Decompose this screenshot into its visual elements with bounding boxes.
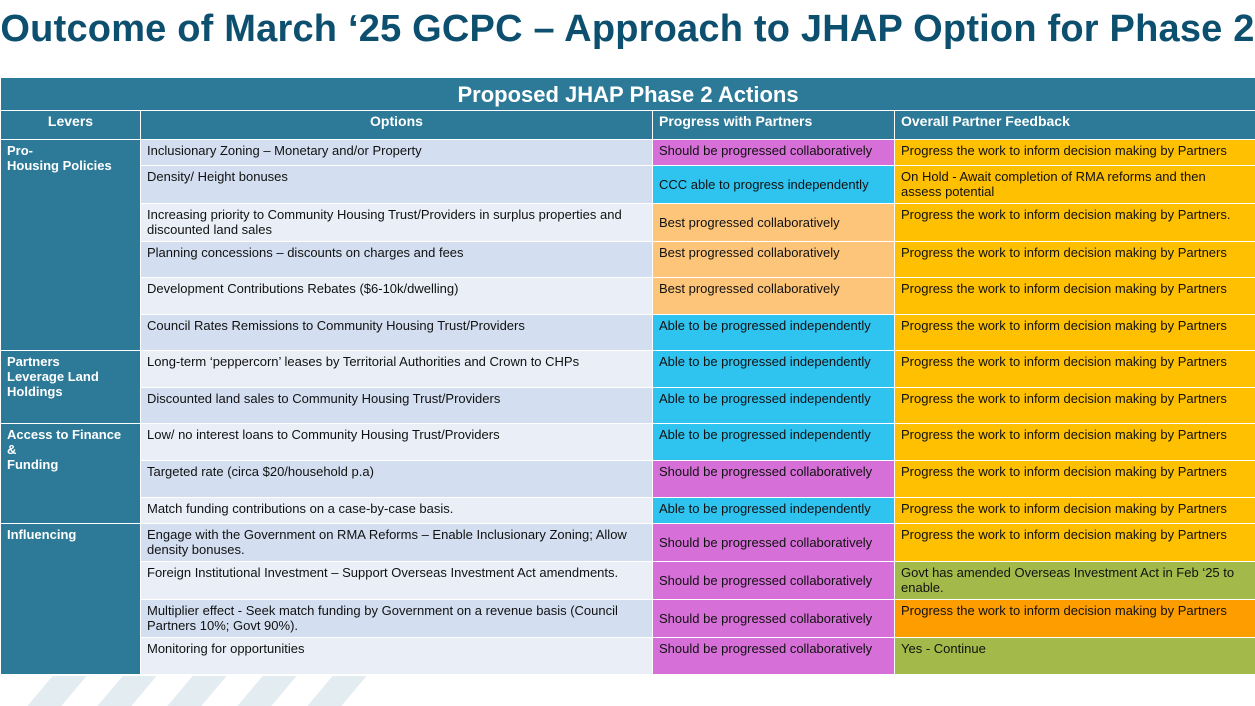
table-header-row <box>1 111 1255 140</box>
feedback-cell: Progress the work to inform decision making by Partners <box>895 315 1255 351</box>
progress-cell: Best progressed collaboratively <box>653 242 895 278</box>
option-cell: Discounted land sales to Community Housing Trust/Providers <box>141 388 653 424</box>
option-cell: Engage with the Government on RMA Reforms – Enable Inclusionary Zoning; Allow density bonuses. <box>141 524 653 562</box>
table-row <box>1 461 1255 498</box>
feedback-cell: On Hold - Await completion of RMA reforms and then assess potential <box>895 166 1255 204</box>
table-row <box>1 278 1255 315</box>
progress-cell: Should be progressed collaboratively <box>653 600 895 638</box>
feedback-cell: Progress the work to inform decision making by Partners <box>895 351 1255 388</box>
table-banner: Proposed JHAP Phase 2 Actions <box>1 78 1255 111</box>
progress-cell: Able to be progressed independently <box>653 315 895 351</box>
table-row <box>1 498 1255 524</box>
option-cell: Long-term ‘peppercorn’ leases by Territorial Authorities and Crown to CHPs <box>141 351 653 388</box>
table-row <box>1 600 1255 638</box>
progress-cell: Best progressed collaboratively <box>653 278 895 315</box>
option-cell: Match funding contributions on a case-by-case basis. <box>141 498 653 524</box>
feedback-cell: Progress the work to inform decision making by Partners. <box>895 204 1255 242</box>
option-cell: Planning concessions – discounts on charges and fees <box>141 242 653 278</box>
header-feedback: Overall Partner Feedback <box>895 111 1255 140</box>
option-cell: Low/ no interest loans to Community Housing Trust/Providers <box>141 424 653 461</box>
option-cell: Development Contributions Rebates ($6-10k/dwelling) <box>141 278 653 315</box>
option-cell: Increasing priority to Community Housing Trust/Providers in surplus properties and discounted land sales <box>141 204 653 242</box>
option-cell: Council Rates Remissions to Community Housing Trust/Providers <box>141 315 653 351</box>
option-cell: Monitoring for opportunities <box>141 638 653 675</box>
table-row <box>1 204 1255 242</box>
table-row <box>1 424 1255 461</box>
decorative-chevron-pattern <box>0 676 420 706</box>
table-row <box>1 351 1255 388</box>
feedback-cell: Progress the work to inform decision making by Partners <box>895 388 1255 424</box>
feedback-cell: Govt has amended Overseas Investment Act in Feb ‘25 to enable. <box>895 562 1255 600</box>
table-row <box>1 388 1255 424</box>
progress-cell: Best progressed collaboratively <box>653 204 895 242</box>
option-cell: Inclusionary Zoning – Monetary and/or Property <box>141 140 653 166</box>
table-row <box>1 140 1255 166</box>
table-row <box>1 638 1255 675</box>
option-cell: Foreign Institutional Investment – Support Overseas Investment Act amendments. <box>141 562 653 600</box>
option-cell: Multiplier effect - Seek match funding by Government on a revenue basis (Council Partners 10%; Govt 90%). <box>141 600 653 638</box>
header-levers: Levers <box>1 111 141 140</box>
progress-cell: Should be progressed collaboratively <box>653 140 895 166</box>
table-row <box>1 242 1255 278</box>
feedback-cell: Progress the work to inform decision making by Partners <box>895 424 1255 461</box>
progress-cell: Should be progressed collaboratively <box>653 524 895 562</box>
lever-access-to-finance-funding: Access to Finance & Funding <box>1 424 141 524</box>
lever-partners-leverage-land-holdings: Partners Leverage Land Holdings <box>1 351 141 424</box>
option-cell: Density/ Height bonuses <box>141 166 653 204</box>
table-row <box>1 562 1255 600</box>
header-options: Options <box>141 111 653 140</box>
jhap-actions-table <box>0 77 1255 675</box>
progress-cell: CCC able to progress independently <box>653 166 895 204</box>
table-row <box>1 315 1255 351</box>
feedback-cell: Progress the work to inform decision making by Partners <box>895 600 1255 638</box>
progress-cell: Should be progressed collaboratively <box>653 638 895 675</box>
progress-cell: Able to be progressed independently <box>653 351 895 388</box>
progress-cell: Able to be progressed independently <box>653 388 895 424</box>
progress-cell: Able to be progressed independently <box>653 424 895 461</box>
table-row <box>1 166 1255 204</box>
lever-pro-housing-policies: Pro- Housing Policies <box>1 140 141 351</box>
feedback-cell: Progress the work to inform decision making by Partners <box>895 498 1255 524</box>
progress-cell: Should be progressed collaboratively <box>653 461 895 498</box>
slide-title: Outcome of March ‘25 GCPC – Approach to JHAP Option for Phase 2 <box>0 8 1255 50</box>
lever-influencing: Influencing <box>1 524 141 675</box>
progress-cell: Should be progressed collaboratively <box>653 562 895 600</box>
table-row <box>1 524 1255 562</box>
option-cell: Targeted rate (circa $20/household p.a) <box>141 461 653 498</box>
table-banner-row <box>1 78 1255 111</box>
feedback-cell: Progress the work to inform decision making by Partners <box>895 461 1255 498</box>
progress-cell: Able to be progressed independently <box>653 498 895 524</box>
feedback-cell: Progress the work to inform decision making by Partners <box>895 140 1255 166</box>
feedback-cell: Progress the work to inform decision making by Partners <box>895 278 1255 315</box>
feedback-cell: Yes - Continue <box>895 638 1255 675</box>
header-progress: Progress with Partners <box>653 111 895 140</box>
feedback-cell: Progress the work to inform decision making by Partners <box>895 524 1255 562</box>
feedback-cell: Progress the work to inform decision making by Partners <box>895 242 1255 278</box>
